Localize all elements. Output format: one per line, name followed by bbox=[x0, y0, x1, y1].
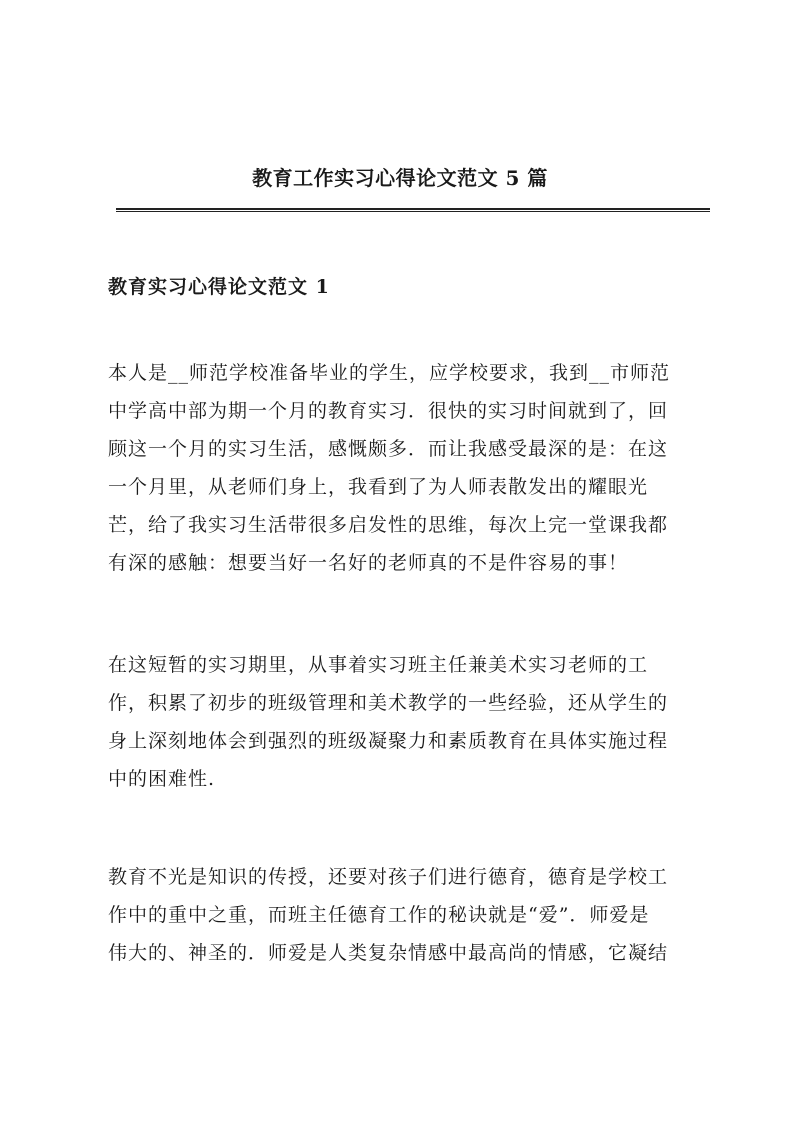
paragraph-line: 芒，给了我实习生活带很多启发性的思维，每次上完一堂课我都 bbox=[108, 514, 669, 536]
paragraph-2 bbox=[108, 646, 708, 798]
title-underline-divider bbox=[116, 208, 710, 212]
paragraph-line: 本人是__师范学校准备毕业的学生，应学校要求，我到__市师范 bbox=[108, 362, 671, 384]
paragraph-line: 在这短暂的实习期里，从事着实习班主任兼美术实习老师的工 bbox=[108, 654, 649, 676]
paragraph-line: 作中的重中之重，而班主任德育工作的秘诀就是“爱”．师爱是 bbox=[108, 904, 650, 926]
paragraph-line: 作，积累了初步的班级管理和美术教学的一些经验，还从学生的 bbox=[108, 692, 669, 714]
paragraph-line: 伟大的、神圣的．师爱是人类复杂情感中最高尚的情感，它凝结 bbox=[108, 942, 669, 964]
section-heading: 教育实习心得论文范文 1 bbox=[108, 276, 330, 298]
paragraph-line: 身上深刻地体会到强烈的班级凝聚力和素质教育在具体实施过程 bbox=[108, 730, 669, 752]
paragraph-3 bbox=[108, 858, 708, 972]
paragraph-1 bbox=[108, 354, 708, 582]
document-title: 教育工作实习心得论文范文 5 篇 bbox=[252, 166, 548, 190]
paragraph-line: 中学高中部为期一个月的教育实习．很快的实习时间就到了，回 bbox=[108, 400, 669, 422]
paragraph-line: 顾这一个月的实习生活，感慨颇多．而让我感受最深的是：在这 bbox=[108, 438, 669, 460]
paragraph-line: 教育不光是知识的传授，还要对孩子们进行德育，德育是学校工 bbox=[108, 866, 669, 888]
paragraph-line: 一个月里，从老师们身上，我看到了为人师表散发出的耀眼光 bbox=[108, 476, 649, 498]
paragraph-line: 有深的感触：想要当好一名好的老师真的不是件容易的事！ bbox=[108, 552, 629, 574]
paragraph-line: 中的困难性. bbox=[108, 768, 216, 790]
